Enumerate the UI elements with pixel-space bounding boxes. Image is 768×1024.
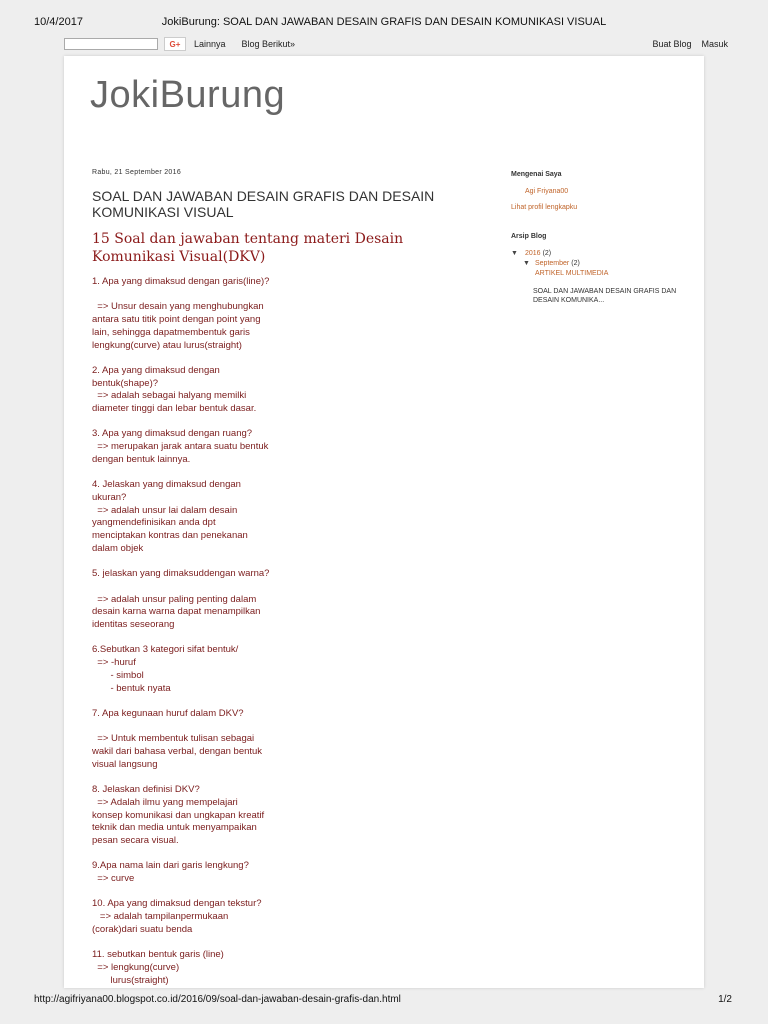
archive-heading: Arsip Blog — [511, 233, 547, 240]
print-title: JokiBurung: SOAL DAN JAWABAN DESAIN GRAFIS DAN DESAIN KOMUNIKASI VISUAL — [161, 16, 607, 28]
navbar-more-link[interactable]: Lainnya — [194, 39, 226, 49]
create-blog-link[interactable]: Buat Blog — [652, 39, 692, 49]
next-blog-link[interactable]: Blog Berikut» — [241, 39, 296, 49]
print-url: http://agifriyana00.blogspot.co.id/2016/09/soal-dan-jawaban-desain-grafis-dan.html — [34, 994, 401, 1005]
post-subtitle: 15 Soal dan jawaban tentang materi Desain Komunikasi Visual(DKV) — [92, 231, 404, 265]
print-date: 10/4/2017 — [34, 16, 83, 28]
archive-month-row — [523, 260, 691, 267]
navbar-search-input[interactable] — [64, 38, 158, 50]
post-column — [92, 169, 464, 987]
post-date: Rabu, 21 September 2016 — [92, 169, 182, 176]
archive-year-count: (2) — [542, 250, 552, 257]
archive-post-link-1[interactable]: ARTIKEL MULTIMEDIA — [535, 270, 609, 277]
blog-page — [64, 56, 704, 988]
archive-month-toggle-icon[interactable]: ▼ — [523, 260, 530, 267]
archive-month-link[interactable]: September — [535, 260, 570, 267]
google-plus-button[interactable]: G+ — [164, 37, 186, 51]
sidebar — [511, 171, 691, 305]
post-title[interactable]: SOAL DAN JAWABAN DESAIN GRAFIS DAN DESAIN KOMUNIKASI VISUAL — [92, 188, 435, 220]
profile-full-link[interactable]: Lihat profil lengkapku — [511, 204, 578, 211]
profile-name-link[interactable]: Agi Friyana00 — [525, 188, 569, 195]
archive-month-count: (2) — [571, 260, 580, 267]
archive-year-link[interactable]: 2016 — [525, 250, 541, 257]
post-body: 1. Apa yang dimaksud dengan garis(line)? => Unsur desain yang menghubungkan antara satu titik point dengan point yang lain, sehingga dapatmembentuk garis lengkung(curve) atau lurus(straight) 2. Apa yang dimaksud dengan bentuk(shape)? => adalah sebagai halyang memilki diameter tinggi dan lebar bentuk dasar. 3. Apa yang dimaksud dengan ruang? => merupakan jarak antara suatu bentuk dengan bentuk lainnya. 4. Jelaskan yang dimaksud dengan ukuran? => adalah unsur lai dalam desain yangmendefinisikan anda dpt menciptakan kontras dan penekanan dalam objek 5. jelaskan yang dimaksuddengan warna? => adalah unsur paling penting dalam desain karna warna dapat menampilkan identitas seseorang 6.Sebutkan 3 kategori sifat bentuk/ => -huruf - simbol - bentuk nyata 7. Apa kegunaan huruf dalam DKV? => Untuk membentuk tulisan sebagai wakil dari bahasa verbal, dengan bentuk visual langsung 8. Jelaskan definisi DKV? => Adalah ilmu yang mempelajari konsep komunikasi dan ungkapan kreatif teknik dan media untuk menyampaikan pesan secara visual. 9.Apa nama lain dari garis lengkung? => curve 10. Apa yang dimaksud dengan tekstur? => adalah tampilanpermukaan (corak)dari suatu benda 11. sebutkan bentuk garis (line) => lengkung(curve) lurus(straight) — [92, 276, 270, 986]
archive-post-link-2[interactable]: SOAL DAN JAWABAN DESAIN GRAFIS DAN DESAIN KOMUNIKA... — [533, 288, 677, 304]
sign-in-link[interactable]: Masuk — [701, 39, 728, 49]
print-page-number: 1/2 — [718, 994, 732, 1005]
about-heading: Mengenai Saya — [511, 171, 562, 178]
blog-title[interactable]: JokiBurung — [90, 74, 286, 116]
archive-year-row — [511, 250, 691, 257]
blogger-navbar — [62, 34, 734, 54]
archive-year-toggle-icon[interactable]: ▼ — [511, 250, 518, 257]
navbar-right — [652, 39, 728, 49]
